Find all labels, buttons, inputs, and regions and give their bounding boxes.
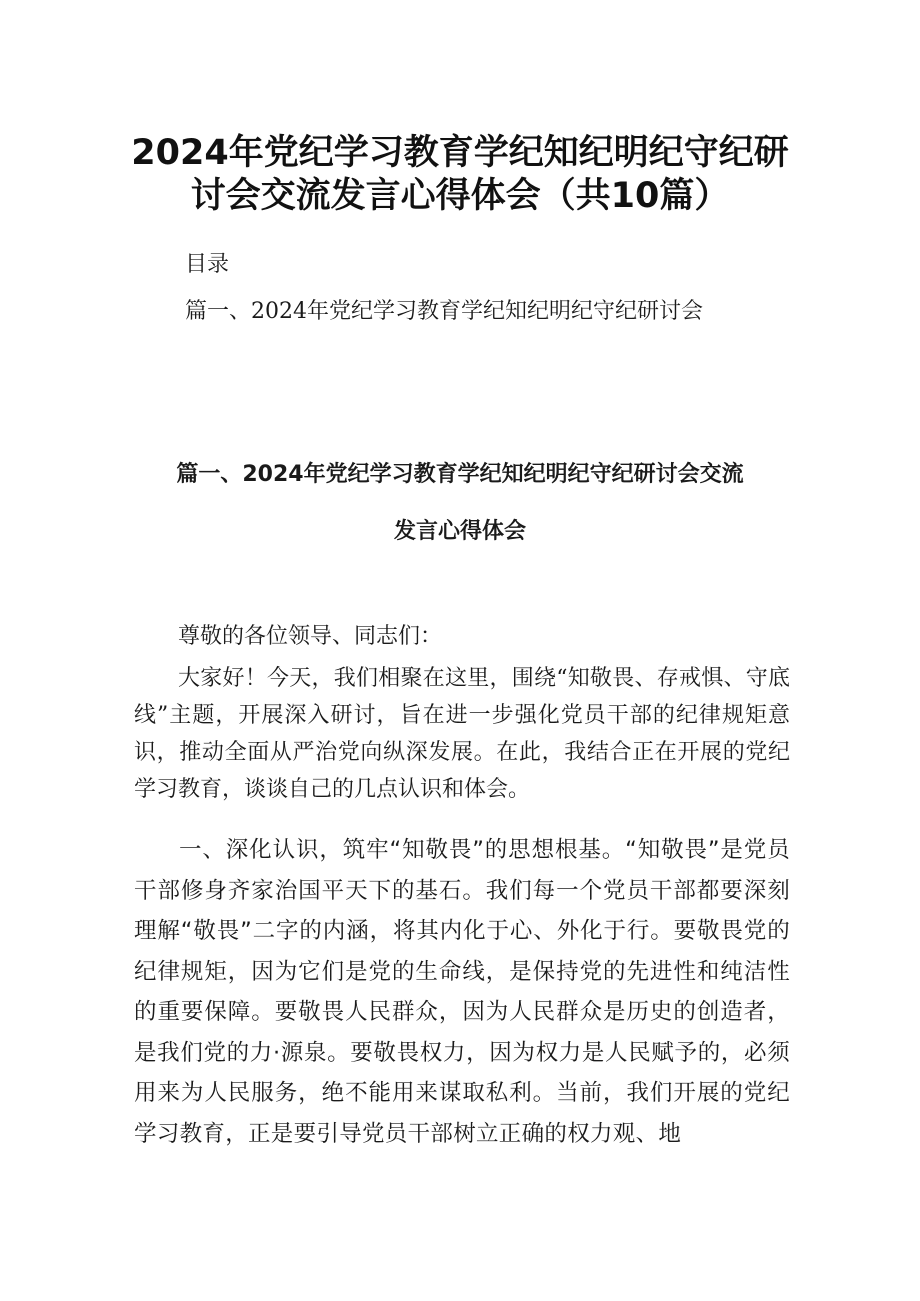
greeting-paragraph: 尊敬的各位领导、同志们：: [178, 624, 443, 649]
body-paragraph: 一、深化认识，筑牢“知敬畏”的思想根基。“知敬畏”是党员干部修身齐家治国平天下的基石。我们每一个党员干部都要深刻理解“敬畏”二字的内涵，将其内化于心、外化于行。要敬畏党的纪律规矩，因为它们是党的生命线，是保持党的先进性和纯洁性的重要保障。要敬畏人民群众，因为人民群众是历史的创造者，是我们党的力·源泉。要敬畏权力，因为权力是人民赋予的，必须用来为人民服务，绝不能用来谋取私利。当前，我们开展的党纪学习教育，正是要引导党员干部树立正确的权力观、地: [134, 837, 790, 1147]
section-title-line-2: 发言心得体会: [393, 519, 526, 544]
intro-paragraph: 大家好！今天，我们相聚在这里，围绕“知敬畏、存戒惧、守底线”主题，开展深入研讨，旨在进一步强化党员干部的纪律规矩意识，推动全面从严治党向纵深发展。在此，我结合正在开展的党纪学习教育，谈谈自己的几点认识和体会。: [134, 666, 790, 802]
document-title-line-1: 2024年党纪学习教育学纪知纪明纪守纪研: [131, 133, 789, 173]
toc-heading: 目录: [185, 252, 230, 277]
section-title-line-1: 篇一、2024年党纪学习教育学纪知纪明纪守纪研讨会交流: [176, 462, 744, 487]
document-title-line-2: 讨会交流发言心得体会（共10篇）: [190, 176, 730, 216]
toc-item-1[interactable]: 篇一、2024年党纪学习教育学纪知纪明纪守纪研讨会: [185, 299, 703, 324]
